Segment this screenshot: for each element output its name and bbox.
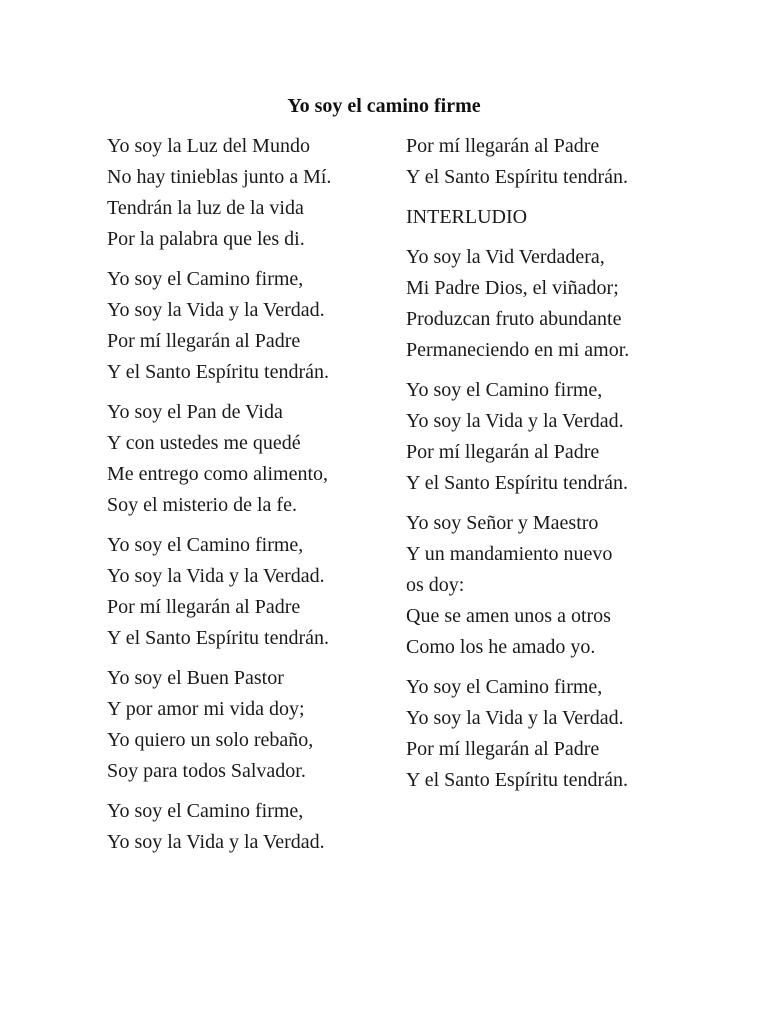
lyric-line: Y el Santo Espíritu tendrán. <box>406 472 628 494</box>
lyric-line: Y un mandamiento nuevo <box>406 543 613 565</box>
lyric-line: Yo soy Señor y Maestro <box>406 512 599 534</box>
lyric-line: Yo soy el Pan de Vida <box>107 401 283 423</box>
lyric-line: Y por amor mi vida doy; <box>107 698 305 720</box>
lyrics-column-left <box>107 131 407 867</box>
lyric-line: Yo soy la Vida y la Verdad. <box>107 299 325 321</box>
lyric-line: Yo quiero un solo rebaño, <box>107 729 314 751</box>
lyric-line: Y el Santo Espíritu tendrán. <box>406 166 628 188</box>
lyric-line: Yo soy el Camino firme, <box>107 800 304 822</box>
lyric-line: os doy: <box>406 574 465 596</box>
page-title: Yo soy el camino firme <box>287 95 481 117</box>
stanza <box>107 264 407 388</box>
stanza <box>107 131 407 255</box>
lyric-line: Soy para todos Salvador. <box>107 760 306 782</box>
lyric-line: Por mí llegarán al Padre <box>107 330 301 352</box>
lyric-line: Yo soy el Camino firme, <box>406 379 603 401</box>
stanza <box>406 672 706 796</box>
stanza <box>406 131 706 193</box>
lyric-line: Yo soy el Camino firme, <box>107 268 304 290</box>
lyric-line: Mi Padre Dios, el viñador; <box>406 277 619 299</box>
stanza <box>406 242 706 366</box>
stanza <box>406 202 706 233</box>
lyric-line: Por mí llegarán al Padre <box>406 738 600 760</box>
stanza <box>107 530 407 654</box>
lyric-line: Tendrán la luz de la vida <box>107 197 304 219</box>
stanza <box>406 508 706 663</box>
lyric-line: Yo soy el Camino firme, <box>107 534 304 556</box>
lyric-line: Por mí llegarán al Padre <box>406 135 600 157</box>
lyric-line: No hay tinieblas junto a Mí. <box>107 166 332 188</box>
lyric-line: Por mí llegarán al Padre <box>107 596 301 618</box>
lyric-line: Me entrego como alimento, <box>107 463 329 485</box>
lyric-line: Yo soy el Buen Pastor <box>107 667 284 689</box>
lyric-line: Yo soy la Vida y la Verdad. <box>107 565 325 587</box>
lyrics-column-right <box>406 131 706 805</box>
lyric-line: Y el Santo Espíritu tendrán. <box>406 769 628 791</box>
lyric-line: Yo soy la Vida y la Verdad. <box>107 831 325 853</box>
lyric-line: Que se amen unos a otros <box>406 605 611 627</box>
lyric-line: Yo soy el Camino firme, <box>406 676 603 698</box>
lyric-line: Soy el misterio de la fe. <box>107 494 297 516</box>
lyric-line: INTERLUDIO <box>406 206 528 228</box>
lyric-line: Como los he amado yo. <box>406 636 596 658</box>
lyric-line: Yo soy la Luz del Mundo <box>107 135 310 157</box>
lyric-line: Por la palabra que les di. <box>107 228 305 250</box>
lyric-line: Permaneciendo en mi amor. <box>406 339 630 361</box>
stanza <box>107 663 407 787</box>
lyric-line: Y el Santo Espíritu tendrán. <box>107 627 329 649</box>
lyric-line: Yo soy la Vid Verdadera, <box>406 246 605 268</box>
lyric-line: Y el Santo Espíritu tendrán. <box>107 361 329 383</box>
stanza <box>107 397 407 521</box>
lyric-line: Y con ustedes me quedé <box>107 432 301 454</box>
lyric-line: Produzcan fruto abundante <box>406 308 622 330</box>
lyric-line: Yo soy la Vida y la Verdad. <box>406 410 624 432</box>
stanza <box>107 796 407 858</box>
lyric-line: Yo soy la Vida y la Verdad. <box>406 707 624 729</box>
stanza <box>406 375 706 499</box>
lyric-line: Por mí llegarán al Padre <box>406 441 600 463</box>
